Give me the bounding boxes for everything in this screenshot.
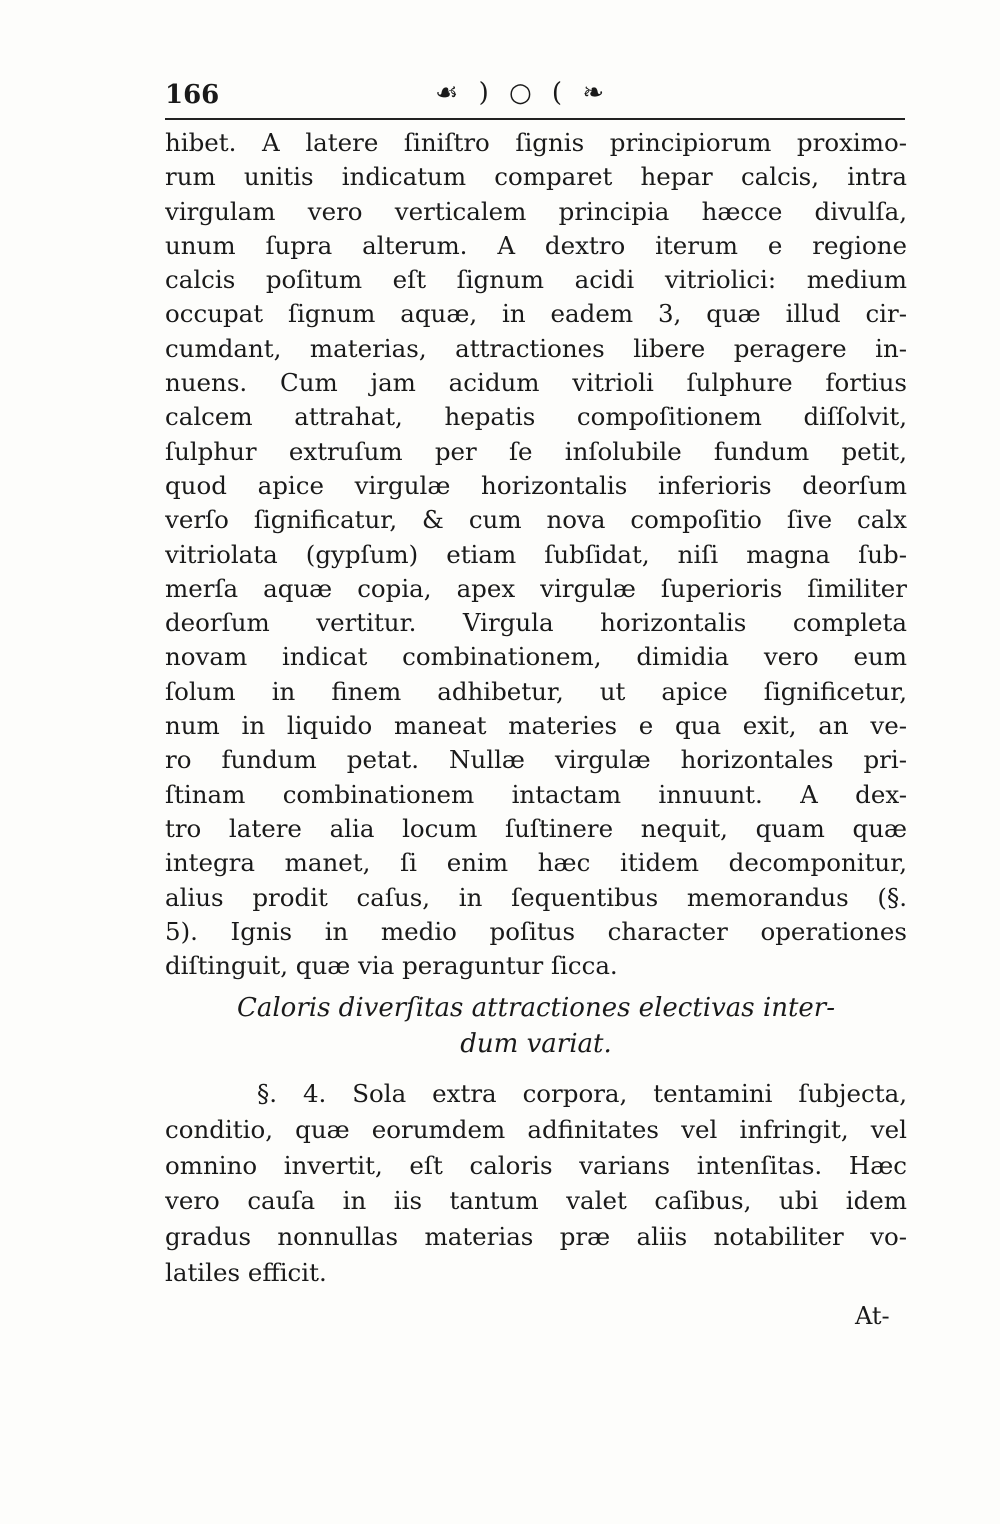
paragraph-2 (165, 1076, 907, 1291)
text-line: calcis poſitum eſt ſignum acidi vitriolici: medium (165, 265, 907, 295)
text-line: ſolum in finem adhibetur, ut apice ſignificetur, (165, 676, 907, 706)
page-number: 166 (165, 80, 220, 110)
text-line: verſo ſignificatur, & cum nova compoſitio ſive calx (165, 505, 907, 535)
text-line: calcem attrahat, hepatis compoſitionem diſſolvit, (165, 402, 907, 432)
text-line: hibet. A latere ſiniſtro ſignis principiorum proximo- (165, 128, 907, 157)
text-line: diſtinguit, quæ via peraguntur ſicca. (165, 951, 618, 981)
running-header (165, 78, 905, 118)
text-line: integra manet, ſi enim hæc itidem decomponitur, (165, 848, 907, 878)
text-line: virgulam vero verticalem principia hæcce divulſa, (165, 196, 907, 226)
text-line: 5). Ignis in medio poſitus character operationes (165, 916, 907, 946)
text-line: latiles efficit. (165, 1257, 327, 1287)
text-line: rum unitis indicatum comparet hepar calcis, intra (165, 162, 907, 192)
text-line: vitriolata (gypſum) etiam ſubſidat, niſi magna ſub- (165, 539, 907, 569)
text-line: conditio, quæ eorumdem adfinitates vel infringit, vel (165, 1114, 907, 1144)
text-line: ſulphur extruſum per ſe inſolubile fundum petit, (165, 436, 907, 466)
text-line: §. 4. Sola extra corpora, tentamini ſubjecta, (257, 1079, 907, 1108)
header-ornament: ☙ ) ○ ( ❧ (435, 78, 611, 108)
text-line: vero cauſa in iis tantum valet caſibus, ubi idem (165, 1186, 907, 1216)
section-heading-line: Caloris diverſitas attractiones electivas inter- (236, 993, 836, 1023)
text-line: gradus nonnullas materias præ aliis notabiliter vo- (165, 1222, 907, 1252)
text-line: omnino invertit, eſt caloris varians intenſitas. Hæc (165, 1150, 907, 1180)
text-line: ſtinam combinationem intactam innuunt. A dex- (165, 779, 907, 809)
text-line: novam indicat combinationem, dimidia vero eum (165, 642, 907, 672)
text-line: quod apice virgulæ horizontalis inferioris deorſum (165, 470, 907, 500)
text-line: occupat ſignum aquæ, in eadem 3, quæ illud cir- (165, 299, 907, 329)
text-line: unum ſupra alterum. A dextro iterum e regione (165, 230, 907, 260)
header-rule (165, 118, 905, 120)
text-line: nuens. Cum jam acidum vitrioli ſulphure fortius (165, 368, 907, 398)
section-heading (165, 990, 907, 1062)
text-line: alius prodit caſus, in ſequentibus memorandus (§. (165, 882, 907, 912)
catchword: At- (855, 1302, 890, 1330)
paragraph-1 (165, 126, 907, 983)
text-line: ro fundum petat. Nullæ virgulæ horizontales pri- (165, 745, 907, 775)
text-line: cumdant, materias, attractiones libere peragere in- (165, 333, 907, 363)
text-line: tro latere alia locum ſuſtinere nequit, quam quæ (165, 813, 907, 843)
section-heading-line: dum variat. (460, 1029, 612, 1059)
text-line: merſa aquæ copia, apex virgulæ ſuperioris ſimiliter (165, 573, 907, 603)
text-line: deorſum vertitur. Virgula horizontalis completa (165, 608, 907, 638)
text-line: num in liquido maneat materies e qua exit, an ve- (165, 711, 907, 741)
